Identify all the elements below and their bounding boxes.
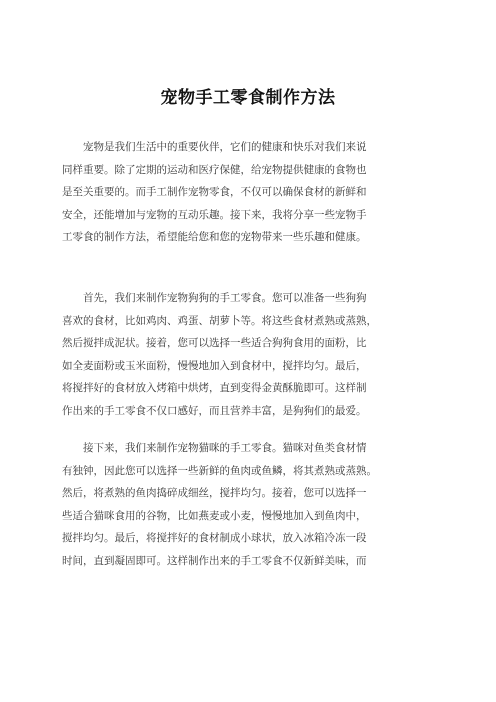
paragraph-line: 安全，还能增加与宠物的互动乐趣。接下来，我将分享一些宠物手	[62, 208, 367, 221]
paragraph-line: 同样重要。除了定期的运动和医疗保健，给宠物提供健康的食物也	[62, 163, 367, 176]
paragraph-line: 首先，我们来制作宠物狗狗的手工零食。您可以准备一些狗狗	[83, 292, 367, 304]
paragraph-1	[62, 136, 442, 249]
paragraph-line: 如全麦面粉或玉米面粉，慢慢地加入到食材中，搅拌均匀。最后，	[62, 359, 367, 372]
paragraph-line: 接下来，我们来制作宠物猫咪的手工零食。猫咪对鱼类食材情	[83, 442, 367, 454]
document-title: 宠物手工零食制作方法	[160, 88, 336, 108]
paragraph-line: 然后搅拌成泥状。接着，您可以选择一些适合狗狗食用的面粉，比	[62, 337, 367, 350]
paragraph-line: 然后，将煮熟的鱼肉捣碎成细丝，搅拌均匀。接着，您可以选择一	[62, 487, 367, 500]
paragraph-line: 是至关重要的。而手工制作宠物零食，不仅可以确保食材的新鲜和	[62, 186, 367, 199]
paragraph-line: 些适合猫咪食用的谷物，比如燕麦或小麦，慢慢地加入到鱼肉中，	[62, 509, 367, 522]
paragraph-line: 有独钟，因此您可以选择一些新鲜的鱼肉或鱼鳞，将其煮熟或蒸熟。	[62, 464, 377, 477]
paragraph-line: 搅拌均匀。最后，将搅拌好的食材制成小球状，放入冰箱冷冻一段	[62, 532, 367, 545]
paragraph-line: 将搅拌好的食材放入烤箱中烘烤，直到变得金黄酥脆即可。这样制	[62, 382, 367, 395]
paragraph-line: 喜欢的食材，比如鸡肉、鸡蛋、胡萝卜等。将这些食材煮熟或蒸熟，	[62, 314, 377, 327]
paragraph-line: 宠物是我们生活中的重要伙伴，它们的健康和快乐对我们来说	[83, 141, 367, 153]
paragraph-line: 工零食的制作方法，希望能给您和您的宠物带来一些乐趣和健康。	[62, 231, 367, 244]
paragraph-3	[62, 437, 442, 573]
paragraph-2	[62, 287, 442, 423]
paragraph-line: 时间，直到凝固即可。这样制作出来的手工零食不仅新鲜美味，而	[62, 554, 367, 567]
paragraph-line: 作出来的手工零食不仅口感好，而且营养丰富，是狗狗们的最爱。	[62, 404, 367, 417]
